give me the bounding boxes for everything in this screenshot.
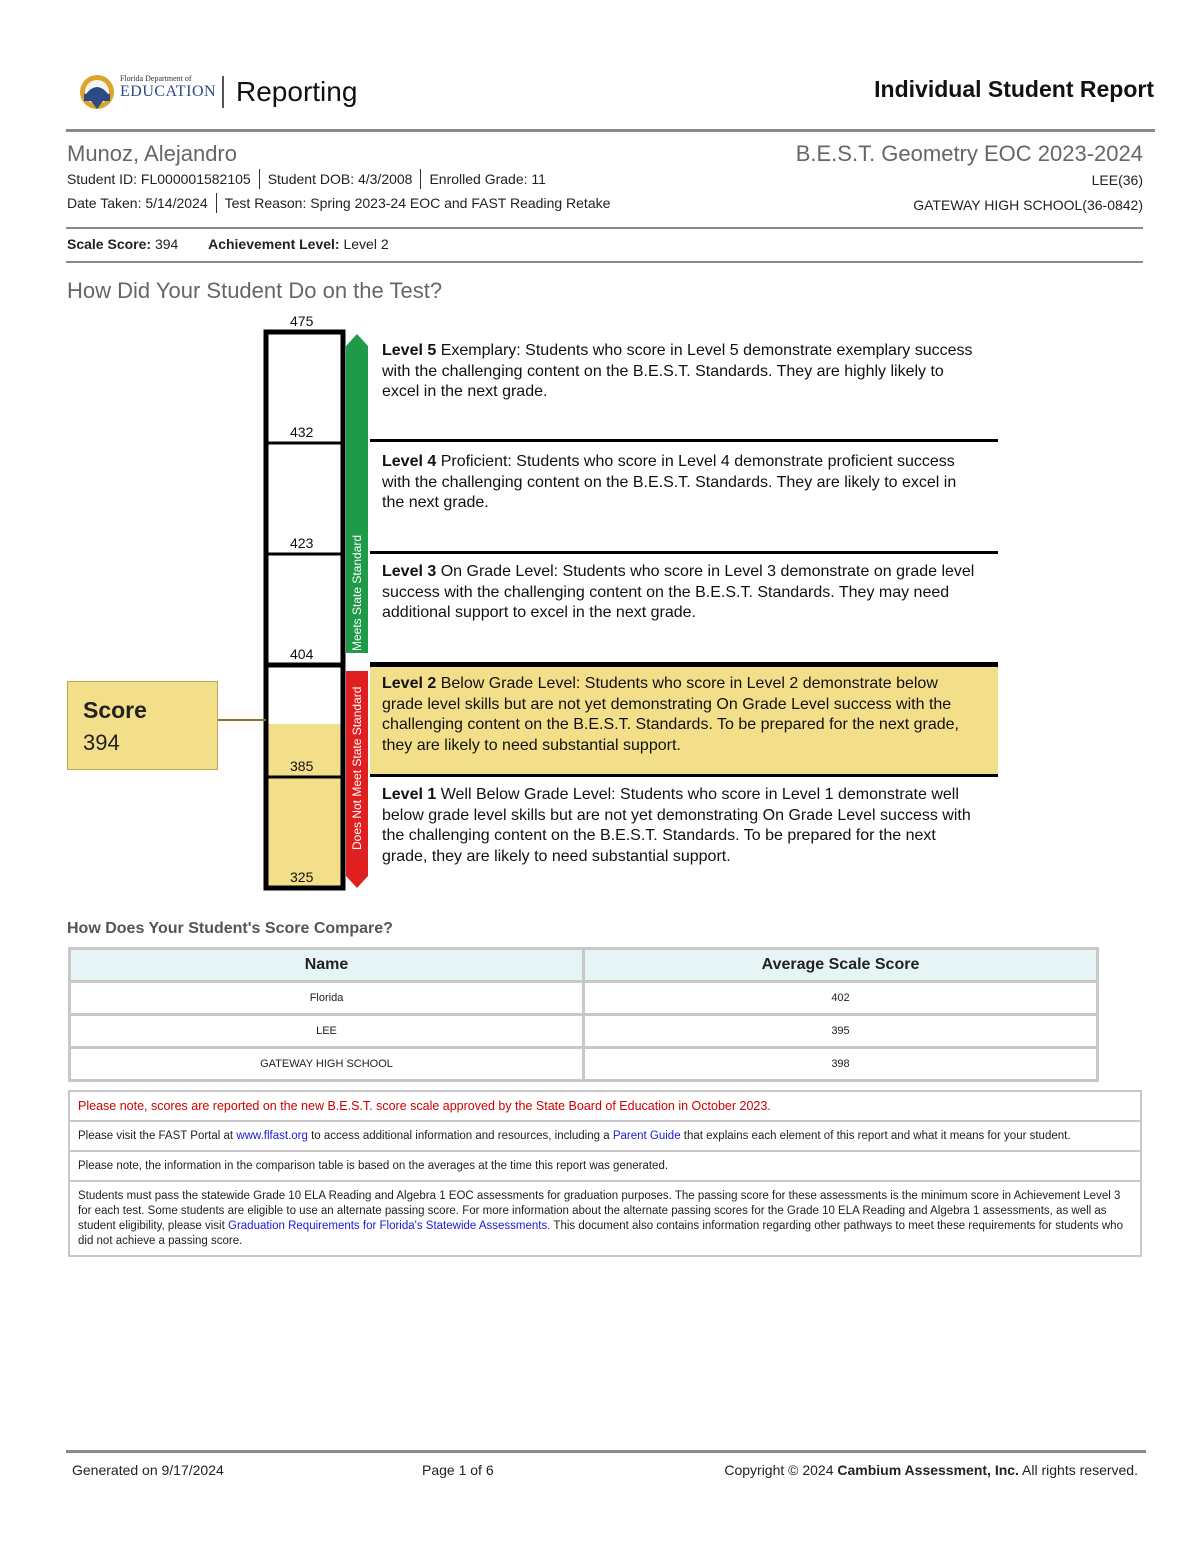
logo-text-main: EDUCATION: [120, 83, 217, 100]
district: LEE(36): [1091, 172, 1143, 188]
date-taken: Date Taken: 5/14/2024: [67, 195, 208, 211]
score-callout-label: Score: [83, 697, 147, 723]
note-graduation: [68, 1180, 1142, 1257]
meta-separator: [420, 169, 421, 189]
level-divider: [370, 774, 998, 777]
score-callout: [67, 681, 218, 770]
meta-separator: [259, 169, 260, 189]
score-fill: [266, 724, 343, 888]
info-rule: [66, 227, 1143, 229]
compare-table: [68, 947, 1099, 1082]
achievement-level-value: Level 2: [343, 236, 389, 252]
school: GATEWAY HIGH SCHOOL(36-0842): [913, 197, 1143, 213]
level-name: Level 2: [382, 675, 437, 692]
level-divider: [370, 439, 998, 442]
copyright-text: All rights reserved.: [1018, 1462, 1138, 1478]
achievement-level-label: Achievement Level:: [208, 236, 340, 252]
level-desc: Well Below Grade Level: Students who score in Level 1 demonstrate well below grade level skills but are not yet demonstrating On Grade Level success with the challenging content on the B.E.S.T. Standards. To be prepared for the next grade, they are likely to need substantial support.: [382, 786, 971, 865]
level-desc: Below Grade Level: Students who score in Level 2 demonstrate below grade level skills but are not yet demonstrating On Grade Level success with the challenging content on the B.E.S.T. Standards. To be prepared for the next grade, they are likely to need substantial support.: [382, 675, 959, 754]
student-meta-line: [67, 169, 546, 189]
note-text: Please visit the FAST Portal at: [78, 1130, 237, 1142]
enrolled-grade: Enrolled Grade: 11: [429, 171, 546, 187]
cell-average: 395: [584, 1015, 1098, 1048]
cut-score-label: 423: [290, 535, 314, 551]
scale-score-value: 394: [154, 236, 179, 252]
cut-score-label: 385: [290, 758, 314, 774]
cell-average: 402: [584, 982, 1098, 1015]
score-summary: [67, 236, 389, 252]
level-1-description: [382, 785, 982, 867]
level-2-description: [382, 674, 982, 756]
copyright-company: Cambium Assessment, Inc.: [837, 1462, 1019, 1478]
cut-score-label: 432: [290, 424, 314, 440]
footer-rule: [66, 1450, 1146, 1453]
parent-guide-link[interactable]: Parent Guide: [612, 1130, 681, 1142]
note-text: Students must pass the statewide Grade 10 ELA Reading and Algebra 1 EOC assessments for graduation purposes. The passing score for these assessments is the minimum score in Achievement Level 3 for each test. Some students are eligible to use an alternate passing score. For more information about the alternate passing scores for the Grade 10 ELA Reading and Algebra 1 assessments, as well as student eligibility, please visit: [78, 1190, 1121, 1232]
proficiency-divider: [370, 662, 998, 667]
level-name: Level 1: [382, 786, 437, 803]
notes-panel: [68, 1090, 1142, 1257]
table-header-row: [70, 949, 1098, 982]
test-reason: Test Reason: Spring 2023-24 EOC and FAST Reading Retake: [224, 195, 611, 211]
note-score-scale: Please note, scores are reported on the new B.E.S.T. score scale approved by the State Board of Education in October 2023.: [68, 1090, 1142, 1120]
generated-date: Generated on 9/17/2024: [72, 1462, 224, 1478]
note-text: that explains each element of this report and what it means for your student.: [680, 1130, 1071, 1142]
cut-score-label: 404: [290, 646, 314, 662]
not-meets-standard-label: Does Not Meet State Standard: [350, 686, 364, 850]
level-name: Level 5: [382, 342, 437, 359]
level-desc: Proficient: Students who score in Level 4 demonstrate proficient success with the challenging content on the B.E.S.T. Standards. They are likely to excel in the next grade.: [382, 453, 957, 511]
cell-average: 398: [584, 1048, 1098, 1081]
table-row: [70, 982, 1098, 1015]
cut-score-label: 325: [290, 869, 314, 885]
column-header-average: Average Scale Score: [584, 949, 1098, 982]
note-fast-portal: [68, 1120, 1142, 1150]
section-title: How Did Your Student Do on the Test?: [67, 278, 443, 303]
flfast-link[interactable]: www.flfast.org: [236, 1130, 308, 1142]
scale-score-label: Scale Score:: [67, 236, 152, 252]
score-callout-value: 394: [83, 730, 120, 755]
meta-separator: [216, 193, 217, 213]
cell-name: GATEWAY HIGH SCHOOL: [70, 1048, 584, 1081]
logo-divider: [222, 76, 224, 108]
note-comparison: Please note, the information in the comparison table is based on the averages at the time this report was generated.: [68, 1150, 1142, 1180]
level-desc: On Grade Level: Students who score in Level 3 demonstrate on grade level success with the challenging content on the B.E.S.T. Standards. They may need additional support to excel in the next grade.: [382, 563, 975, 621]
header-rule: [66, 129, 1155, 132]
level-divider: [370, 551, 998, 554]
report-title: Individual Student Report: [874, 76, 1154, 102]
table-row: [70, 1048, 1098, 1081]
summary-rule: [66, 261, 1143, 263]
student-name: Munoz, Alejandro: [67, 141, 237, 166]
page-number: Page 1 of 6: [422, 1462, 494, 1478]
column-header-name: Name: [70, 949, 584, 982]
level-name: Level 4: [382, 453, 437, 470]
cell-name: LEE: [70, 1015, 584, 1048]
score-scale-graphic: [250, 300, 380, 900]
level-5-description: [382, 341, 982, 403]
note-text: to access additional information and resources, including a: [307, 1130, 613, 1142]
logo-text-top: Florida Department of: [120, 74, 192, 83]
cell-name: Florida: [70, 982, 584, 1015]
student-dob: Student DOB: 4/3/2008: [267, 171, 413, 187]
compare-title: How Does Your Student's Score Compare?: [67, 920, 393, 937]
cut-score-label: 475: [290, 313, 314, 329]
student-id: Student ID: FL000001582105: [67, 171, 251, 187]
copyright-text: Copyright © 2024: [724, 1462, 838, 1478]
level-3-description: [382, 562, 982, 624]
table-row: [70, 1015, 1098, 1048]
level-4-description: [382, 452, 982, 514]
level-desc: Exemplary: Students who score in Level 5 demonstrate exemplary success with the challenging content on the B.E.S.T. Standards. They are highly likely to excel in the next grade.: [382, 342, 973, 400]
test-name: B.E.S.T. Geometry EOC 2023-2024: [795, 141, 1143, 166]
copyright: [724, 1462, 1138, 1478]
note-text: . This document also contains information regarding other pathways to meet these requirements for students who did not achieve a passing score.: [78, 1220, 1123, 1247]
graduation-requirements-link[interactable]: Graduation Requirements for Florida's Statewide Assessments: [228, 1220, 548, 1232]
score-connector: [218, 719, 266, 721]
test-meta-line: [67, 193, 610, 213]
app-title: Reporting: [236, 76, 358, 107]
meets-standard-label: Meets State Standard: [350, 534, 364, 651]
level-name: Level 3: [382, 563, 437, 580]
